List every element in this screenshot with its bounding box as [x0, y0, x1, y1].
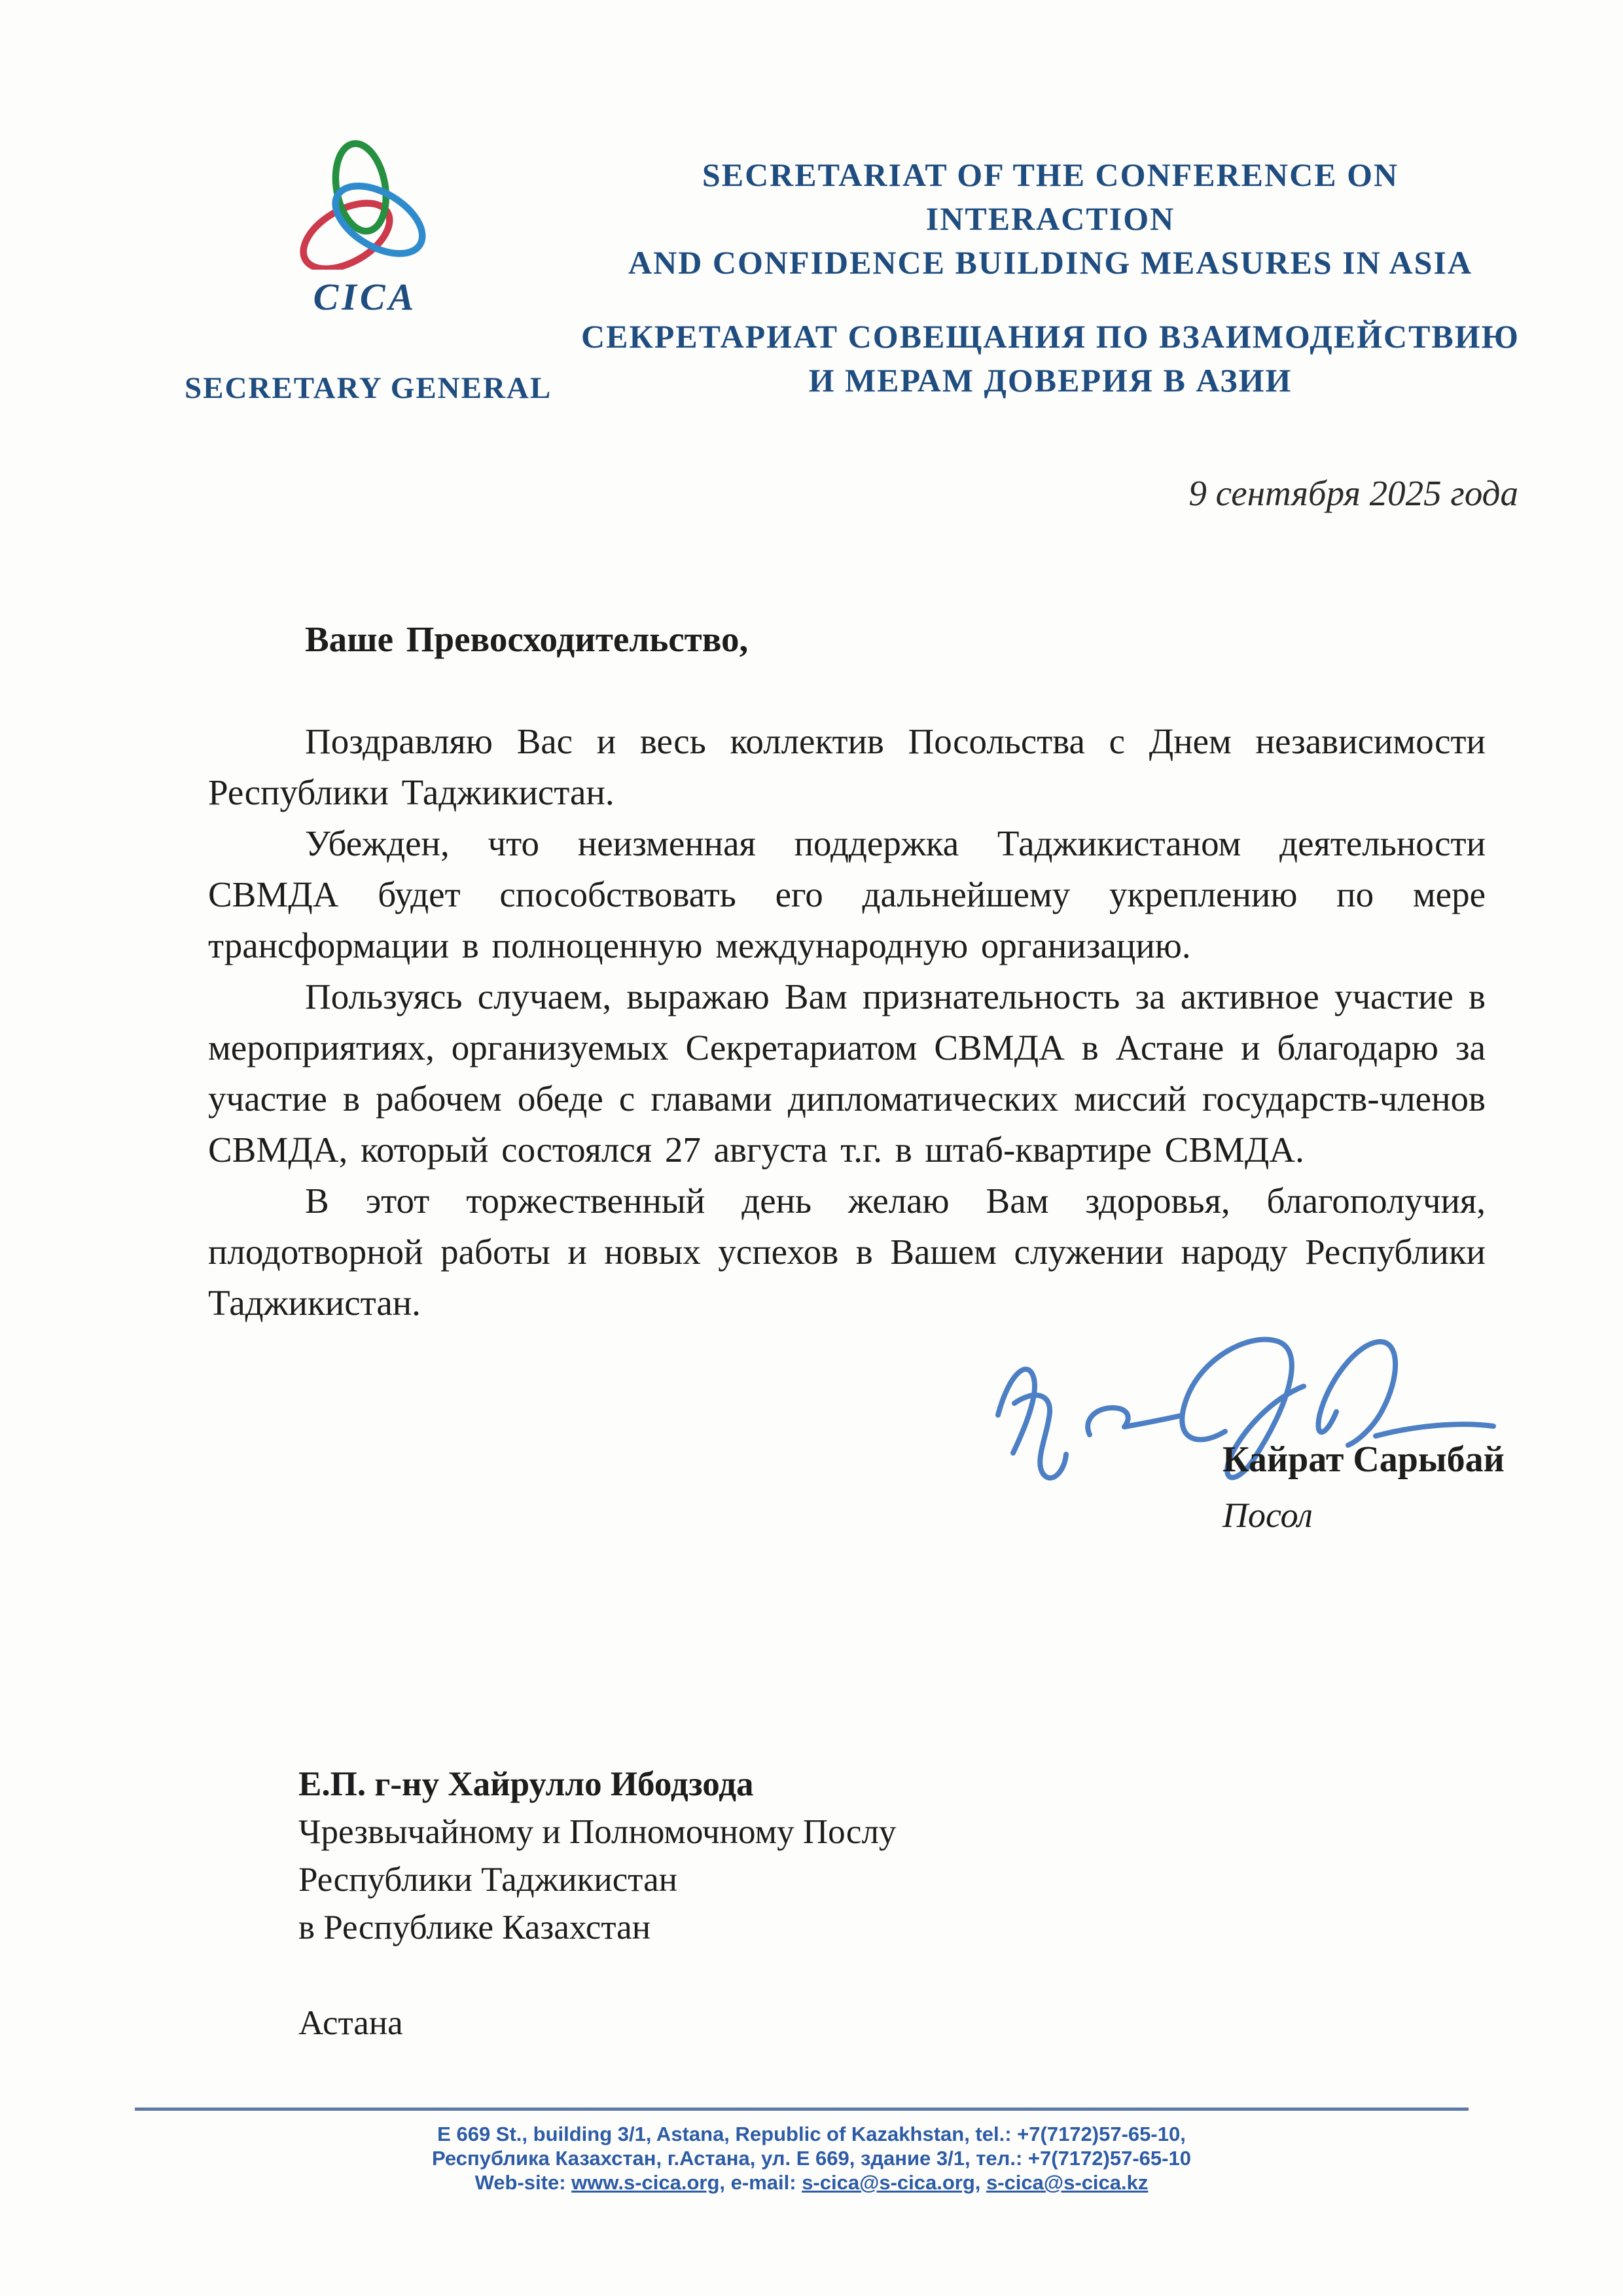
page-footer	[0, 2122, 1623, 2195]
org-name-en-line2: AND CONFIDENCE BUILDING MEASURES IN ASIA	[628, 244, 1472, 281]
addressee-country: Республики Таджикистан	[298, 1861, 677, 1899]
date-line: 9 сентября 2025 года	[1188, 473, 1518, 513]
addressee-role: Чрезвычайному и Полномочному Послу	[298, 1813, 897, 1851]
body-paragraph: В этот торжественный день желаю Вам здоровья, благополучия, плодотворной работы и новых успехов в Вашем служении народу Республики Таджикистан.	[208, 1181, 1486, 1323]
signatory-title: Посол	[1222, 1496, 1313, 1535]
org-name-english	[576, 153, 1525, 285]
org-name-ru-line2: И МЕРАМ ДОВЕРИЯ В АЗИИ	[808, 362, 1293, 399]
body-paragraph: Поздравляю Вас и весь коллектив Посольства с Днем независимости Республики Таджикистан.	[208, 721, 1486, 812]
secretary-general-label: SECRETARY GENERAL	[185, 371, 552, 405]
footer-divider	[135, 2108, 1469, 2111]
email-secondary-link[interactable]: s-cica@s-cica.kz	[986, 2171, 1149, 2194]
letterhead-logo-block	[293, 139, 437, 319]
signatory-name: Кайрат Сарыбай	[1222, 1439, 1505, 1480]
body-paragraph: Убежден, что неизменная поддержка Таджикистаном деятельности СВМДА будет способствовать его дальнейшему укреплению по мере трансформации в полноценную международную организацию.	[208, 823, 1486, 965]
org-name-ru-line1: СЕКРЕТАРИАТ СОВЕЩАНИЯ ПО ВЗАИМОДЕЙСТВИЮ	[581, 318, 1520, 355]
addressee-block	[298, 1761, 896, 2047]
org-name-russian	[576, 315, 1525, 403]
footer-web-label: Web-site:	[474, 2171, 572, 2194]
org-name-header	[576, 153, 1525, 403]
footer-separator: ,	[974, 2171, 986, 2194]
footer-links-line	[0, 2170, 1623, 2195]
footer-email-label: , e-mail:	[719, 2171, 802, 2194]
addressee-name: Е.П. г-ну Хайрулло Ибодзода	[298, 1765, 754, 1803]
website-link[interactable]: www.s-cica.org	[571, 2171, 720, 2194]
footer-address-ru: Республика Казахстан, г.Астана, ул. Е 669, здание 3/1, тел.: +7(7172)57-65-10	[432, 2147, 1191, 2170]
email-primary-link[interactable]: s-cica@s-cica.org	[802, 2171, 975, 2194]
cica-trefoil-logo-icon	[296, 139, 435, 270]
salutation: Ваше Превосходительство,	[305, 619, 749, 659]
body-paragraph: Пользуясь случаем, выражаю Вам признательность за активное участие в мероприятиях, организуемых Секретариатом СВМДА в Астане и благодарю за участие в рабочем обеде с главами дипломатических миссий государств-членов СВМДА, который состоялся 27 августа т.г. в штаб-квартире СВМДА.	[208, 977, 1486, 1170]
footer-address-en: E 669 St., building 3/1, Astana, Republic of Kazakhstan, tel.: +7(7172)57-65-10,	[437, 2123, 1186, 2145]
addressee-host-country: в Республике Казахстан	[298, 1909, 651, 1946]
org-name-en-line1: SECRETARIAT OF THE CONFERENCE ON INTERACTION	[702, 156, 1399, 237]
cica-wordmark: CICA	[313, 276, 418, 318]
addressee-city: Астана	[298, 2004, 403, 2042]
letter-body	[208, 614, 1486, 1329]
